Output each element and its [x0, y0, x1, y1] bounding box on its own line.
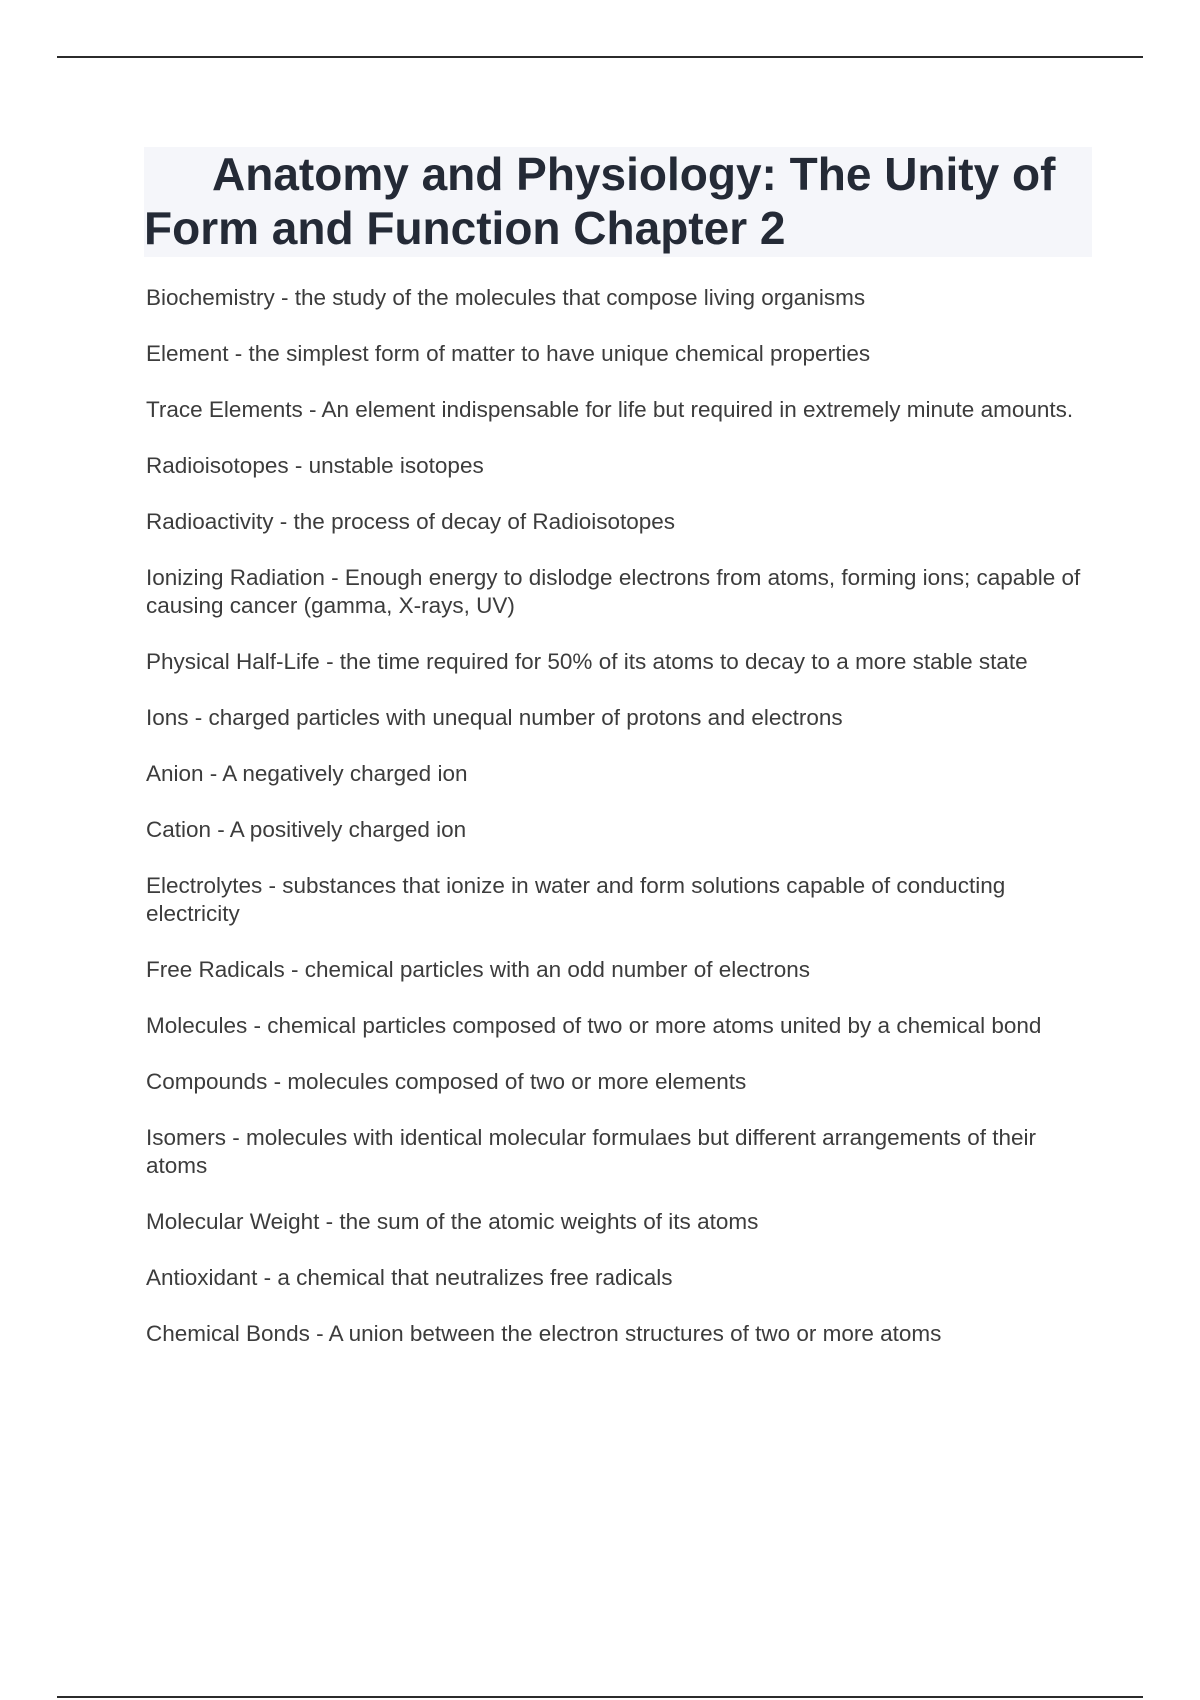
term-entry: Antioxidant - a chemical that neutralizes free radicals: [146, 1265, 673, 1290]
term-entry: Biochemistry - the study of the molecules that compose living organisms: [146, 285, 866, 310]
term-list: [146, 284, 1086, 1376]
top-rule: [57, 56, 1143, 58]
term-entry: Physical Half-Life - the time required for 50% of its atoms to decay to a more stable state: [146, 649, 1028, 674]
term-entry: Electrolytes - substances that ionize in water and form solutions capable of conducting electricity: [146, 873, 1006, 926]
term-entry: Radioisotopes - unstable isotopes: [146, 453, 484, 478]
term-entry: Ionizing Radiation - Enough energy to dislodge electrons from atoms, forming ions; capable of causing cancer (gamma, X-rays, UV): [146, 565, 1081, 618]
term-entry: Chemical Bonds - A union between the electron structures of two or more atoms: [146, 1321, 942, 1346]
term-entry: Radioactivity - the process of decay of Radioisotopes: [146, 509, 676, 534]
term-entry: Molecules - chemical particles composed of two or more atoms united by a chemical bond: [146, 1013, 1042, 1038]
bottom-rule: [57, 1696, 1143, 1698]
term-entry: Free Radicals - chemical particles with an odd number of electrons: [146, 957, 811, 982]
term-entry: Ions - charged particles with unequal number of protons and electrons: [146, 705, 843, 730]
term-entry: Cation - A positively charged ion: [146, 817, 467, 842]
title-box: [144, 147, 1092, 257]
term-entry: Trace Elements - An element indispensable for life but required in extremely minute amounts.: [146, 397, 1074, 422]
term-entry: Compounds - molecules composed of two or more elements: [146, 1069, 747, 1094]
term-entry: Anion - A negatively charged ion: [146, 761, 468, 786]
term-entry: Isomers - molecules with identical molecular formulaes but different arrangements of their atoms: [146, 1125, 1036, 1178]
term-entry: Molecular Weight - the sum of the atomic weights of its atoms: [146, 1209, 759, 1234]
document-title: Anatomy and Physiology: The Unity of Form and Function Chapter 2: [144, 148, 1056, 254]
term-entry: Element - the simplest form of matter to have unique chemical properties: [146, 341, 871, 366]
